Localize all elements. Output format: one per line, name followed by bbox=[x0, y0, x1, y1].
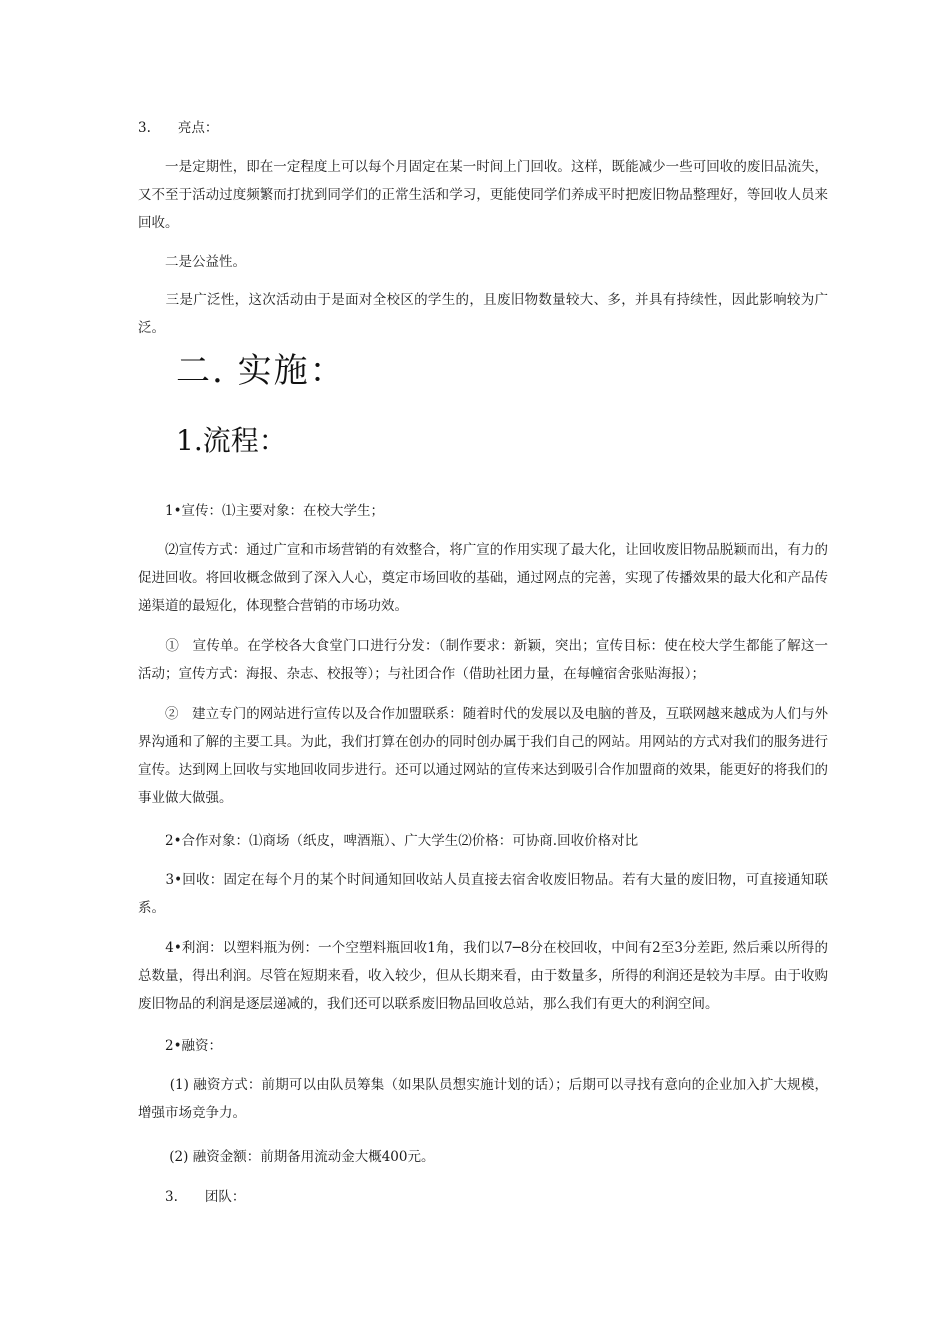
paragraph-breadth: 三是广泛性，这次活动由于是面对全校区的学生的，且废旧物数量较大、多，并具有持续性，因此影响较为广泛。 bbox=[138, 292, 828, 336]
paragraph-website: ② 建立专门的网站进行宣传以及合作加盟联系：随着时代的发展以及电脑的普及，互联网越来越成为人们与外界沟通和了解的主要工具。为此，我们打算在创办的同时创办属于我们自己的网站。用网站的方式对我们的服务进行宣传。达到网上回收与实地回收同步进行。还可以通过网站的宣传来达到吸引合作加盟商的效果，能更好的将我们的事业做大做强。 bbox=[138, 706, 828, 806]
section-title-team: 3. 团队： bbox=[138, 1189, 246, 1205]
paragraph-financing-method: (1) 融资方式：前期可以由队员筹集（如果队员想实施计划的话）；后期可以寻找有意向的企业加入扩大规模，增强市场竞争力。 bbox=[138, 1077, 828, 1121]
paragraph-leaflets: ① 宣传单。在学校各大食堂门口进行分发：（制作要求：新颖，突出；宣传目标：使在校大学生都能了解这一活动；宣传方式：海报、杂志、校报等）；与社团合作（借助社团力量，在每幢宿舍张贴海报）； bbox=[138, 638, 828, 682]
paragraph-public-welfare: 二是公益性。 bbox=[138, 254, 246, 270]
paragraph-promotion-target: 1•宣传：⑴主要对象：在校大学生； bbox=[138, 503, 385, 519]
paragraph-promotion-method: ⑵宣传方式：通过广宣和市场营销的有效整合，将广宣的作用实现了最大化，让回收废旧物品脱颖而出，有力的促进回收。将回收概念做到了深入人心，奠定市场回收的基础，通过网点的完善，实现了传播效果的最大化和产品传递渠道的最短化，体现整合营销的市场功效。 bbox=[138, 542, 828, 614]
paragraph-partners: 2•合作对象：⑴商场（纸皮，啤酒瓶）、广大学生⑵价格：可协商.回收价格对比 bbox=[138, 833, 639, 849]
heading-implementation: 二. 实施： bbox=[176, 351, 346, 391]
paragraph-collection: 3•回收：固定在每个月的某个时间通知回收站人员直接去宿舍收废旧物品。若有大量的废旧物，可直接通知联系。 bbox=[138, 872, 828, 916]
paragraph-profit: 4•利润：以塑料瓶为例：一个空塑料瓶回收1角，我们以7─8分在校回收，中间有2至3分差距, 然后乘以所得的总数量，得出利润。尽管在短期来看，收入较少，但从长期来看，由于数量多，所得的利润还是较为丰厚。由于收购废旧物品的利润是逐层递减的，我们还可以联系废旧物品回收总站，那么我们有更大的利润空间。 bbox=[138, 940, 828, 1012]
section-title-financing: 2•融资： bbox=[138, 1038, 223, 1054]
paragraph-periodicity: 一是定期性，即在一定程度上可以每个月固定在某一时间上门回收。这样，既能减少一些可回收的废旧品流失，又不至于活动过度频繁而打扰到同学们的正常生活和学习，更能使同学们养成平时把废旧物品整理好，等回收人员来回收。 bbox=[138, 159, 828, 231]
heading-process: 1.流程： bbox=[176, 424, 287, 457]
paragraph-financing-amount: (2) 融资金额：前期备用流动金大概400元。 bbox=[138, 1149, 435, 1165]
section-title-highlights: 3. 亮点： bbox=[138, 120, 219, 136]
